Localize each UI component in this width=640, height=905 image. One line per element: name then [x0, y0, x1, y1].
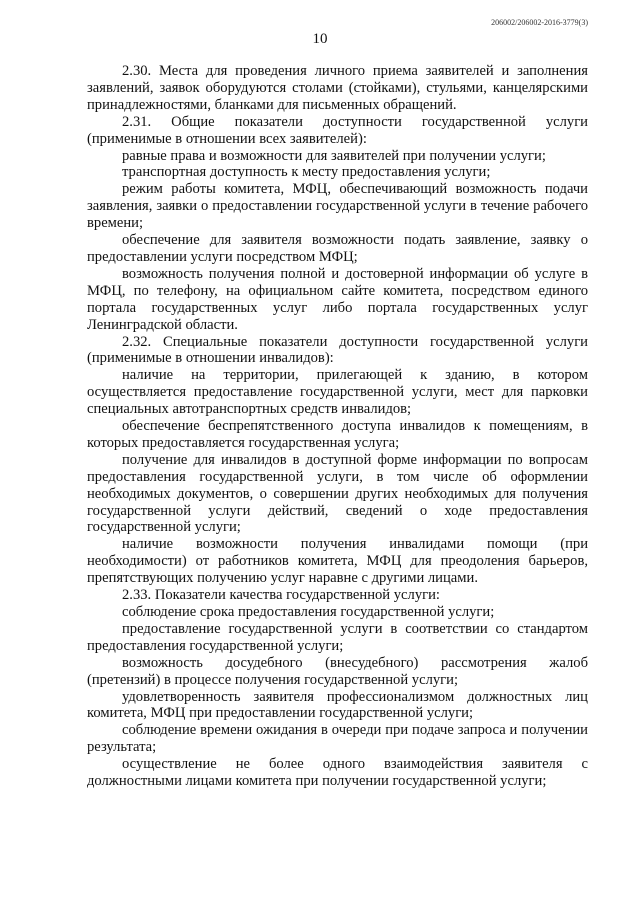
- list-item: наличие возможности получения инвалидами помощи (при необходимости) от работников комитета, МФЦ для преодоления барьеров, препятствующих получению услуг наравне с другими лицами.: [87, 536, 588, 587]
- list-item: получение для инвалидов в доступной форме информации по вопросам предоставления государственной услуги, в том числе об оформлении необходимых документов, о совершении других необходимых для получения государственной услуги действий, сведений о ходе предоставления государственной услуги;: [87, 451, 588, 536]
- document-number: 206002/206002-2016-3779(3): [491, 18, 588, 27]
- paragraph-2-32: 2.32. Специальные показатели доступности государственной услуги (применимые в отношении инвалидов):: [87, 333, 588, 367]
- list-item: осуществление не более одного взаимодействия заявителя с должностными лицами комитета при получении государственной услуги;: [87, 756, 588, 790]
- list-item: соблюдение срока предоставления государственной услуги;: [122, 604, 495, 620]
- list-item: возможность досудебного (внесудебного) рассмотрения жалоб (претензий) в процессе получения государственной услуги;: [87, 654, 588, 688]
- page-number: 10: [312, 31, 328, 47]
- list-item: наличие на территории, прилегающей к зданию, в котором осуществляется предоставление государственной услуги, мест для парковки специальных автотранспортных средств инвалидов;: [87, 367, 588, 418]
- list-item: равные права и возможности для заявителей при получении услуги;: [122, 147, 546, 164]
- list-item: соблюдение времени ожидания в очереди при подаче запроса и получении результата;: [87, 722, 588, 756]
- document-body: [87, 63, 588, 790]
- paragraph-2-33: 2.33. Показатели качества государственной услуги:: [122, 587, 440, 604]
- list-item: обеспечение для заявителя возможности подать заявление, заявку о предоставлении услуги посредством МФЦ;: [87, 232, 588, 265]
- list-item: режим работы комитета, МФЦ, обеспечивающий возможность подачи заявления, заявки о предоставлении государственной услуги в течение рабочего времени;: [87, 181, 588, 232]
- paragraph-2-31: 2.31. Общие показатели доступности государственной услуги (применимые в отношении всех заявителей):: [87, 113, 588, 147]
- list-item: обеспечение беспрепятственного доступа инвалидов к помещениям, в которых предоставляется государственная услуга;: [87, 418, 588, 451]
- list-item: удовлетворенность заявителя профессионализмом должностных лиц комитета, МФЦ при предоставлении государственной услуги;: [87, 688, 588, 722]
- list-item: предоставление государственной услуги в соответствии со стандартом предоставления государственной услуги;: [87, 620, 588, 654]
- list-item: транспортная доступность к месту предоставления услуги;: [122, 164, 491, 181]
- paragraph-2-30: 2.30. Места для проведения личного приема заявителей и заполнения заявлений, заявок оборудуются столами (стойками), стульями, канцелярскими принадлежностями, бланками для письменных обращений.: [87, 63, 588, 113]
- list-item: возможность получения полной и достоверной информации об услуге в МФЦ, по телефону, на официальном сайте комитета, посредством единого портала государственных услуг либо портала государственных услуг Ленинградской области.: [87, 265, 588, 333]
